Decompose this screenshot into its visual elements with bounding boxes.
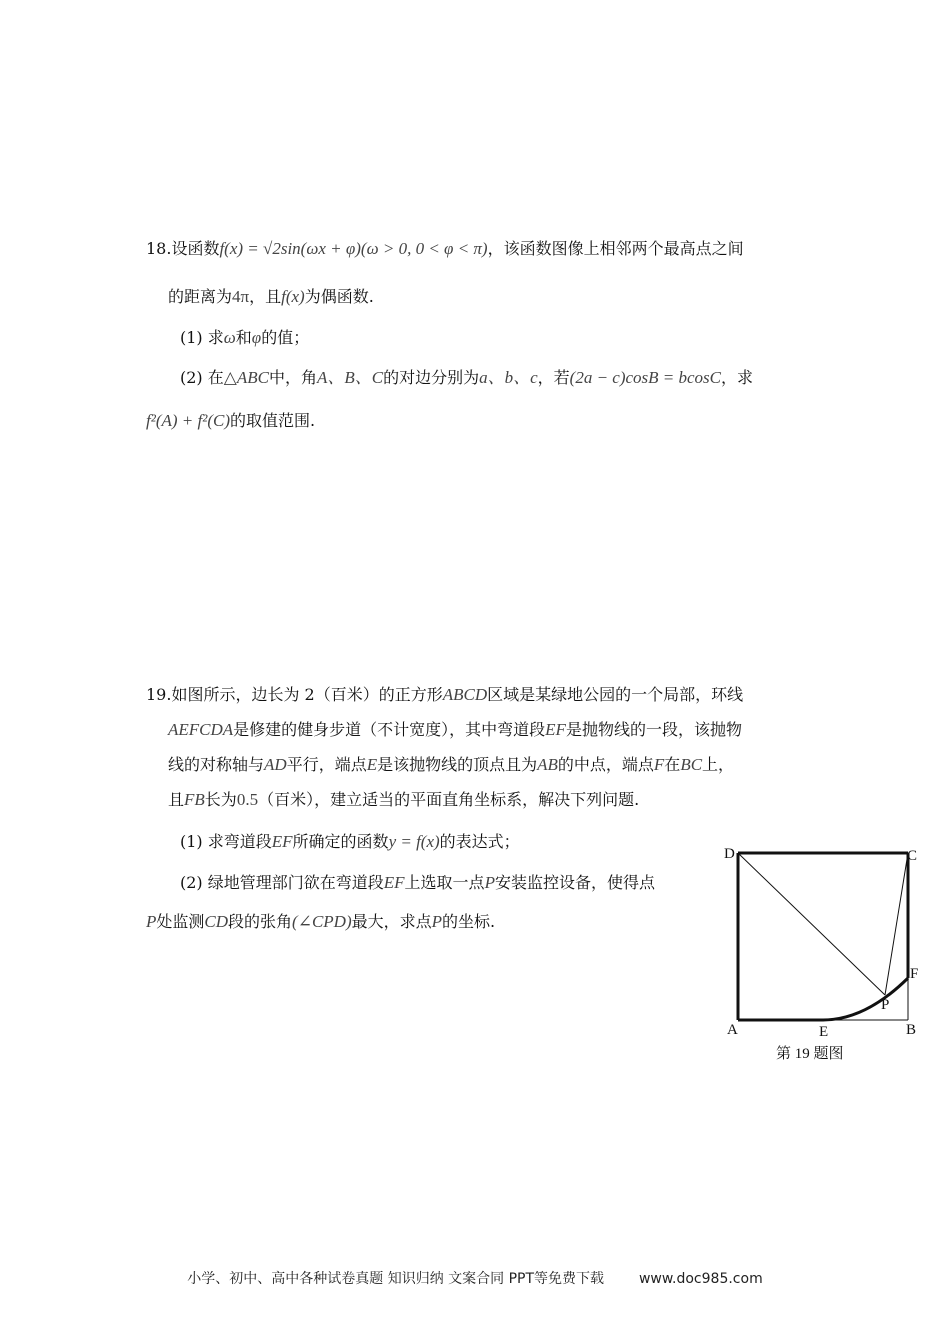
footer-url[interactable]: www.doc985.com — [638, 1271, 763, 1287]
math-expression: f(x) = √2sin(ωx + φ)(ω > 0, 0 < φ < π) — [219, 239, 488, 258]
footer — [0, 1268, 950, 1288]
label-d: D — [724, 846, 735, 862]
segment-dp — [738, 853, 885, 995]
parabola-ef — [823, 978, 908, 1020]
segment-cp — [885, 853, 908, 995]
q19-part-2-cont: P处监测CD段的张角(∠CPD)最大，求点P的坐标. — [146, 912, 496, 931]
label-f: F — [910, 966, 919, 982]
label-p: P — [881, 997, 890, 1013]
footer-text: 小学、初中、高中各种试卷真题 知识归纳 文案合同 PPT等免费下载 — [187, 1271, 605, 1287]
q18-line-2: 的距离为4π，且f(x)为偶函数. — [168, 287, 374, 306]
label-e: E — [819, 1024, 829, 1040]
square-park-figure — [720, 840, 930, 1065]
q19-part-2: (2) 绿地管理部门欲在弯道段EF上选取一点P安装监控设备，使得点 — [180, 873, 655, 892]
q18-part-2-cont: f²(A) + f²(C)的取值范围. — [146, 411, 316, 430]
label-c: C — [907, 848, 918, 864]
q19-line-4: 且FB长为0.5（百米），建立适当的平面直角坐标系，解决下列问题. — [168, 790, 640, 809]
q18-line-1: 18.设函数f(x) = √2sin(ωx + φ)(ω > 0, 0 < φ < π)，该函数图像上相邻两个最高点之间 — [146, 239, 744, 258]
q19-line-3: 线的对称轴与AD平行，端点E是该抛物线的顶点且为AB的中点，端点F在BC上， — [168, 755, 735, 774]
q18-part-2: (2) 在△ABC中，角A、B、C的对边分别为a、b、c，若(2a − c)cosB = bcosC，求 — [180, 368, 754, 387]
label-b: B — [906, 1022, 917, 1038]
q19-line-1: 19.如图所示，边长为 2（百米）的正方形ABCD区域是某绿地公园的一个局部，环线 — [146, 685, 744, 704]
figure-caption: 第 19 题图 — [776, 1046, 844, 1062]
q18-part-1: (1) 求ω和φ的值； — [180, 328, 310, 347]
q19-part-1: (1) 求弯道段EF所确定的函数y = f(x)的表达式； — [180, 832, 520, 851]
q19-line-2: AEFCDA是修建的健身步道（不计宽度），其中弯道段EF是抛物线的一段，该抛物 — [168, 720, 742, 739]
label-a: A — [727, 1022, 738, 1038]
